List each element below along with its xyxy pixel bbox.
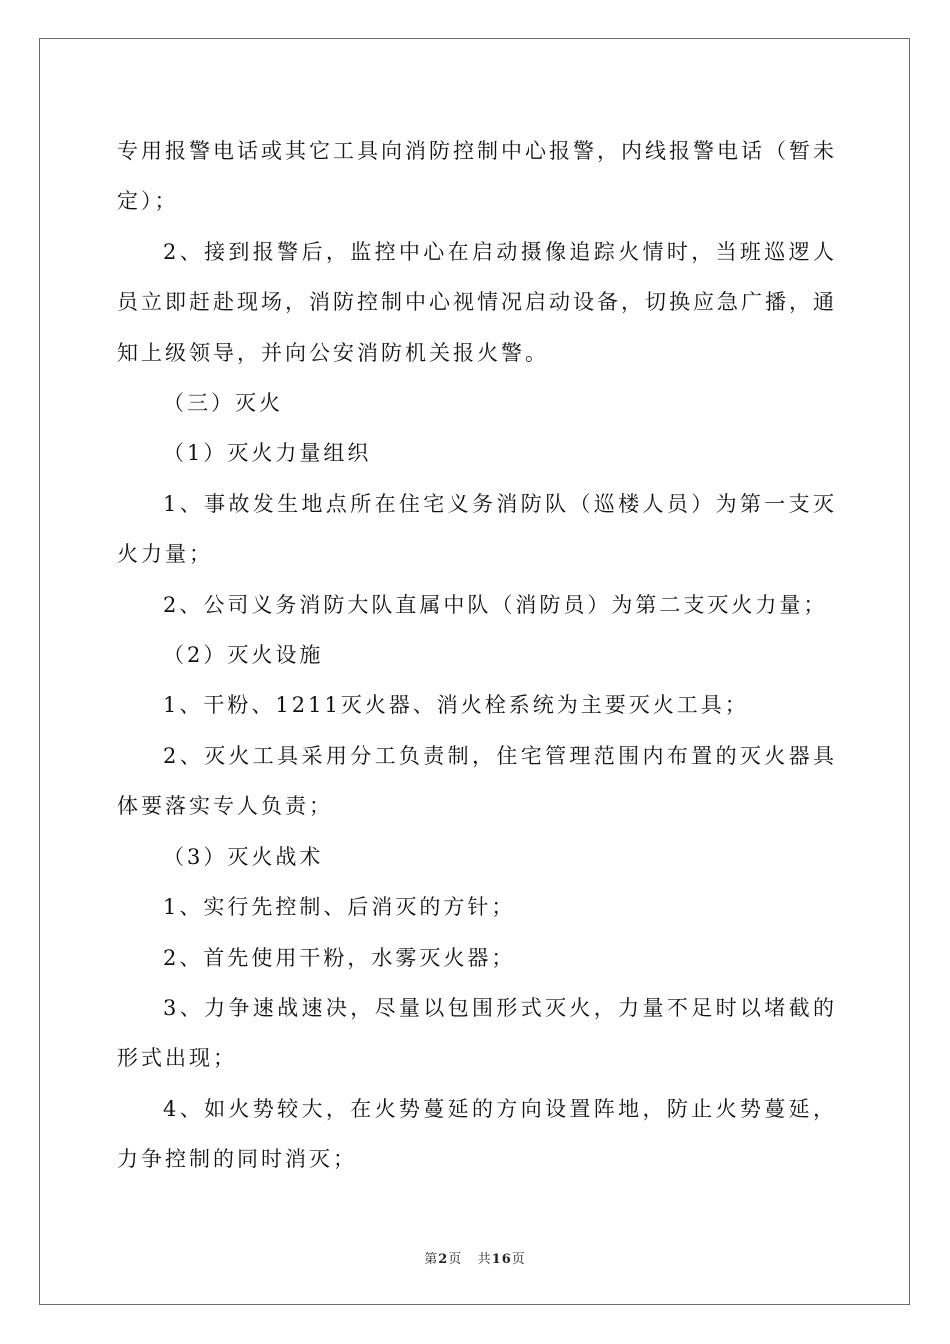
paragraph: 2、接到报警后，监控中心在启动摄像追踪火情时，当班巡逻人员立即赶赴现场，消防控制中心视情况启动设备，切换应急广播，通知上级领导，并向公安消防机关报火警。 <box>117 239 837 365</box>
paragraph: 专用报警电话或其它工具向消防控制中心报警，内线报警电话（暂未定）； <box>117 139 837 214</box>
page-prefix: 第 <box>424 1252 439 1267</box>
paragraph: 2、首先使用干粉，水雾灭火器； <box>163 945 516 970</box>
page-suffix: 页 <box>448 1252 463 1267</box>
page-footer <box>0 1248 950 1267</box>
total-suffix: 页 <box>511 1252 526 1267</box>
subsection-heading: （3）灭火战术 <box>163 844 324 869</box>
paragraph: 1、实行先控制、后消灭的方针； <box>163 895 516 920</box>
paragraph: 4、如火势较大，在火势蔓延的方向设置阵地，防止火势蔓延，力争控制的同时消灭； <box>117 1096 837 1172</box>
document-body <box>117 126 837 1185</box>
paragraph: 1、干粉、1211灭火器、消火栓系统为主要灭火工具； <box>163 693 749 718</box>
section-heading: （三）灭火 <box>163 391 283 416</box>
paragraph: 1、事故发生地点所在住宅义务消防队（巡楼人员）为第一支灭火力量； <box>117 491 837 567</box>
subsection-heading: （1）灭火力量组织 <box>163 441 372 466</box>
paragraph: 2、公司义务消防大队直属中队（消防员）为第二支灭火力量； <box>163 592 828 617</box>
paragraph: 3、力争速战速决，尽量以包围形式灭火，力量不足时以堵截的形式出现； <box>117 995 837 1071</box>
subsection-heading: （2）灭火设施 <box>163 643 324 668</box>
page-number: 2 <box>438 1252 449 1267</box>
total-pages: 16 <box>491 1252 512 1267</box>
total-prefix: 共 <box>477 1252 492 1267</box>
paragraph: 2、灭火工具采用分工负责制，住宅管理范围内布置的灭火器具体要落实专人负责； <box>117 743 837 819</box>
